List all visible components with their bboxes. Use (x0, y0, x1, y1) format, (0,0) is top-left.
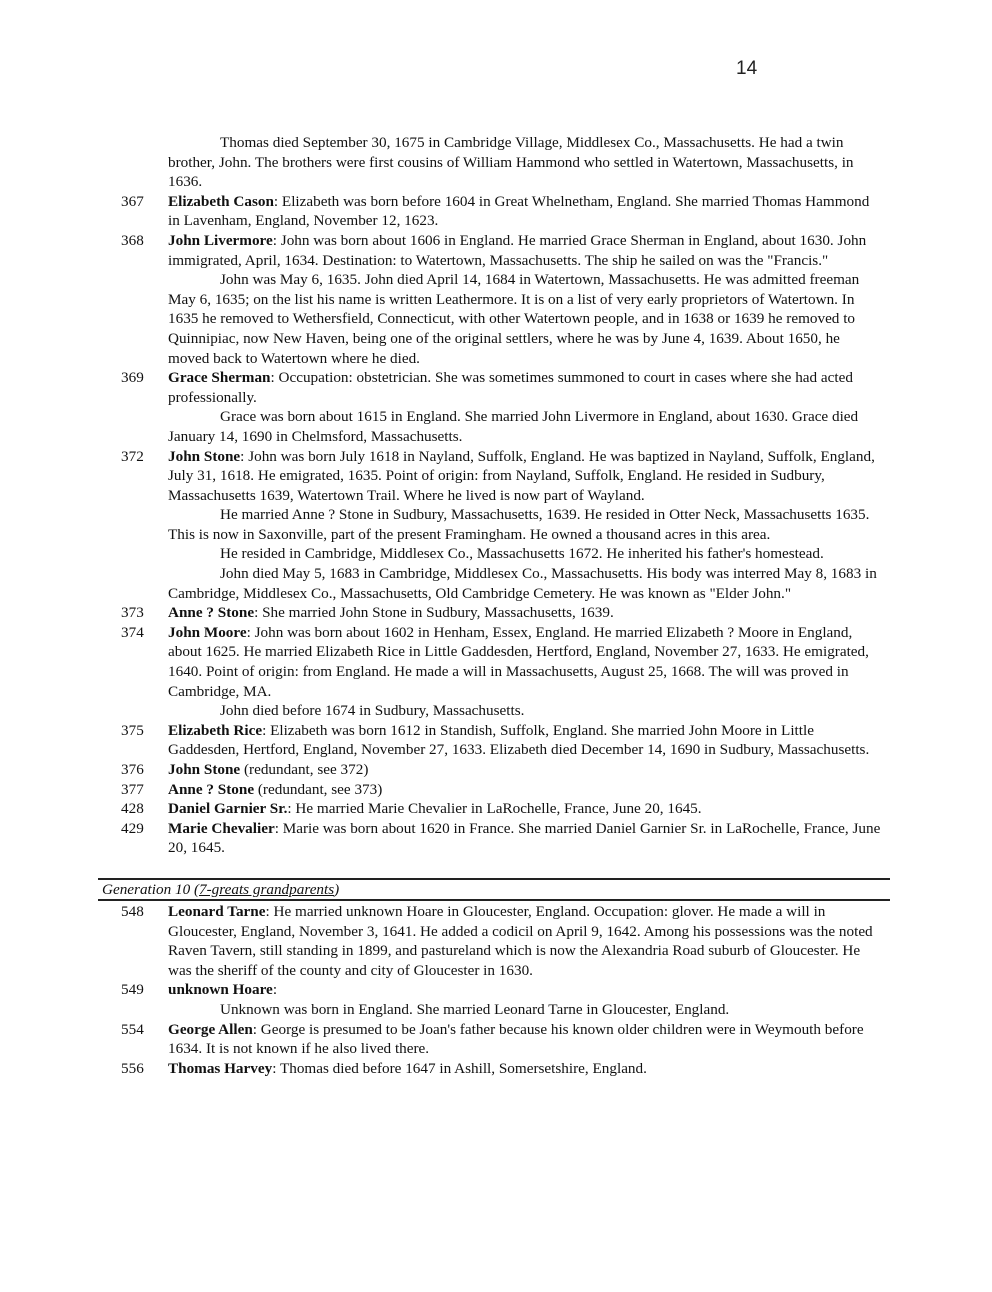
entry-text: : Elizabeth was born before 1604 in Great Whelnetham, England. She married Thomas Hammond in Lavenham, England, November 12, 1623. (168, 192, 870, 230)
entry-number: 368 (121, 231, 144, 249)
entry-number: 554 (121, 1020, 144, 1038)
entries-list (0, 192, 992, 858)
entry-number: 429 (121, 819, 144, 837)
entry-name: Daniel Garnier Sr. (168, 800, 288, 818)
entry-number: 373 (121, 604, 144, 622)
entry-name: Anne ? Stone (168, 604, 255, 622)
entry-name: Leonard Tarne (168, 902, 266, 920)
generation-suffix: ) (334, 880, 340, 898)
document-body (0, 133, 992, 1078)
entry-name: George Allen (168, 1020, 253, 1038)
entry (0, 1059, 882, 1079)
entry (0, 721, 882, 760)
entries-list-gen10 (0, 902, 992, 1078)
entry (0, 623, 882, 721)
generation-prefix: Generation 10 ( (102, 880, 200, 898)
entry-name: Elizabeth Rice (168, 721, 263, 739)
entry (0, 819, 882, 858)
entry-text: (redundant, see 373) (254, 780, 383, 798)
entry-number: 548 (121, 902, 144, 920)
entry-text: : George is presumed to be Joan's father because his known older children were in Weymouth before 1634. It is not known if he also lived there. (168, 1020, 864, 1058)
entry-number: 369 (121, 369, 144, 387)
entry-name: Elizabeth Cason (168, 192, 274, 210)
entry-number: 377 (121, 780, 144, 798)
entry-subparagraph: He resided in Cambridge, Middlesex Co., Massachusetts 1672. He inherited his father's homestead. (220, 545, 824, 563)
entry-number: 375 (121, 721, 144, 739)
intro-paragraph: Thomas died September 30, 1675 in Cambridge Village, Middlesex Co., Massachusetts. He had a twin brother, John. The brothers were first cousins of William Hammond who settled in Watertown, Massachusetts, in 1636. (168, 134, 854, 191)
entry-subparagraph: John was May 6, 1635. John died April 14, 1684 in Watertown, Massachusetts. He was admitted freeman May 6, 1635; on the list his name is written Leathermore. It is on a list of very early proprietors of Watertown. In 1635 he removed to Wethersfield, Connecticut, with other Watertown people, and in 1638 or 1639 he removed to Quinnipiac, now New Haven, being one of the original settlers, where he was by June 4, 1639. About 1650, he moved back to Watertown where he died. (168, 271, 860, 367)
entry-name: Grace Sherman (168, 369, 271, 387)
entry-text: : Marie was born about 1620 in France. She married Daniel Garnier Sr. in LaRochelle, France, June 20, 1645. (168, 819, 881, 857)
entry-name: unknown Hoare (168, 981, 273, 999)
entry-name: Thomas Harvey (168, 1059, 273, 1077)
entry (0, 447, 882, 604)
entry-number: 367 (121, 192, 144, 210)
entry-subparagraph: Unknown was born in England. She married Leonard Tarne in Gloucester, England. (220, 1000, 730, 1018)
entry-text: (redundant, see 372) (240, 761, 369, 778)
entry-text: : He married unknown Hoare in Gloucester, England. Occupation: glover. He made a will in Gloucester, England, November 3, 1641. He added a codicil on April 9, 1642. Among his possessions was the noted Raven Tavern, still standing in 1899, and pastureland which is now the Alexandria Road suburb of Gloucester. He was the sheriff of the county and city of Gloucester in 1630. (168, 902, 873, 979)
entry-number: 549 (121, 981, 144, 999)
entry (0, 231, 882, 368)
entry-text: : John was born July 1618 in Nayland, Suffolk, England. He was baptized in Nayland, Suffolk, England, July 31, 1618. He emigrated, 1635. Point of origin: from Nayland, Suffolk, England. He resided in Sudbury, Massachusetts 1639, Watertown Trail. Where he lived is now part of Wayland. (168, 447, 875, 504)
entry-number: 372 (121, 447, 144, 465)
entry-text: : John was born about 1606 in England. He married Grace Sherman in England, about 1630. John immigrated, April, 1634. Destination: to Watertown, Massachusetts. The ship he sailed on was the "Francis." (168, 231, 867, 269)
generation-underlined: 7-greats grandparents (199, 880, 335, 898)
entry-name: Marie Chevalier (168, 819, 275, 837)
entry-number: 376 (121, 761, 144, 778)
entry (0, 603, 882, 623)
entry-number: 374 (121, 623, 144, 641)
entry-subparagraph: John died May 5, 1683 in Cambridge, Middlesex Co., Massachusetts. His body was interred May 8, 1683 in Cambridge, Middlesex Co., Massachusetts, Old Cambridge Cemetery. He was known as "Elder John." (168, 565, 877, 602)
entry-subparagraph: He married Anne ? Stone in Sudbury, Massachusetts, 1639. He resided in Otter Neck, Massachusetts 1635. This is now in Saxonville, part of the present Framingham. He owned a thousand acres in this area. (168, 506, 870, 543)
entry-subparagraph: John died before 1674 in Sudbury, Massachusetts. (220, 702, 525, 720)
entry (0, 760, 882, 780)
entry-name: Anne ? Stone (168, 780, 255, 798)
entry-text: : Elizabeth was born 1612 in Standish, Suffolk, England. She married John Moore in Little Gaddesden, Hertford, England, November 27, 1633. Elizabeth died December 14, 1690 in Sudbury, Massachusetts. (168, 721, 870, 759)
entry-name: John Livermore (168, 231, 273, 249)
entry-subparagraph: Grace was born about 1615 in England. She married John Livermore in England, about 1630. Grace died January 14, 1690 in Chelmsford, Massachusetts. (168, 408, 859, 445)
entry-number: 428 (121, 800, 144, 818)
generation-header (98, 878, 890, 901)
entry-text: : Thomas died before 1647 in Ashill, Somersetshire, England. (272, 1059, 647, 1077)
entry (0, 368, 882, 446)
entry-text: : Occupation: obstetrician. She was sometimes summoned to court in cases where she had acted professionally. (168, 369, 853, 406)
entry-text: : She married John Stone in Sudbury, Massachusetts, 1639. (254, 604, 614, 622)
entry (0, 799, 882, 819)
entry (0, 780, 882, 800)
entry-text: : He married Marie Chevalier in LaRochelle, France, June 20, 1645. (287, 800, 702, 818)
entry-name: John Stone (168, 447, 241, 465)
entry-number: 556 (121, 1059, 144, 1077)
entry (0, 980, 882, 1019)
page-number: 14 (736, 58, 758, 79)
entry (0, 192, 882, 231)
entry-name: John Moore (168, 623, 247, 641)
entry (0, 902, 882, 980)
entry-text: : (272, 981, 278, 999)
entry-name: John Stone (168, 761, 241, 778)
entry (0, 1020, 882, 1059)
entry-text: : John was born about 1602 in Henham, Essex, England. He married Elizabeth ? Moore in England, about 1625. He married Elizabeth Rice in Little Gaddesden, Hertford, England, November 27, 1633. He emigrated, 1640. Point of origin: from England. He made a will in Massachusetts, August 25, 1668. The will was proved in Cambridge, MA. (168, 623, 869, 700)
